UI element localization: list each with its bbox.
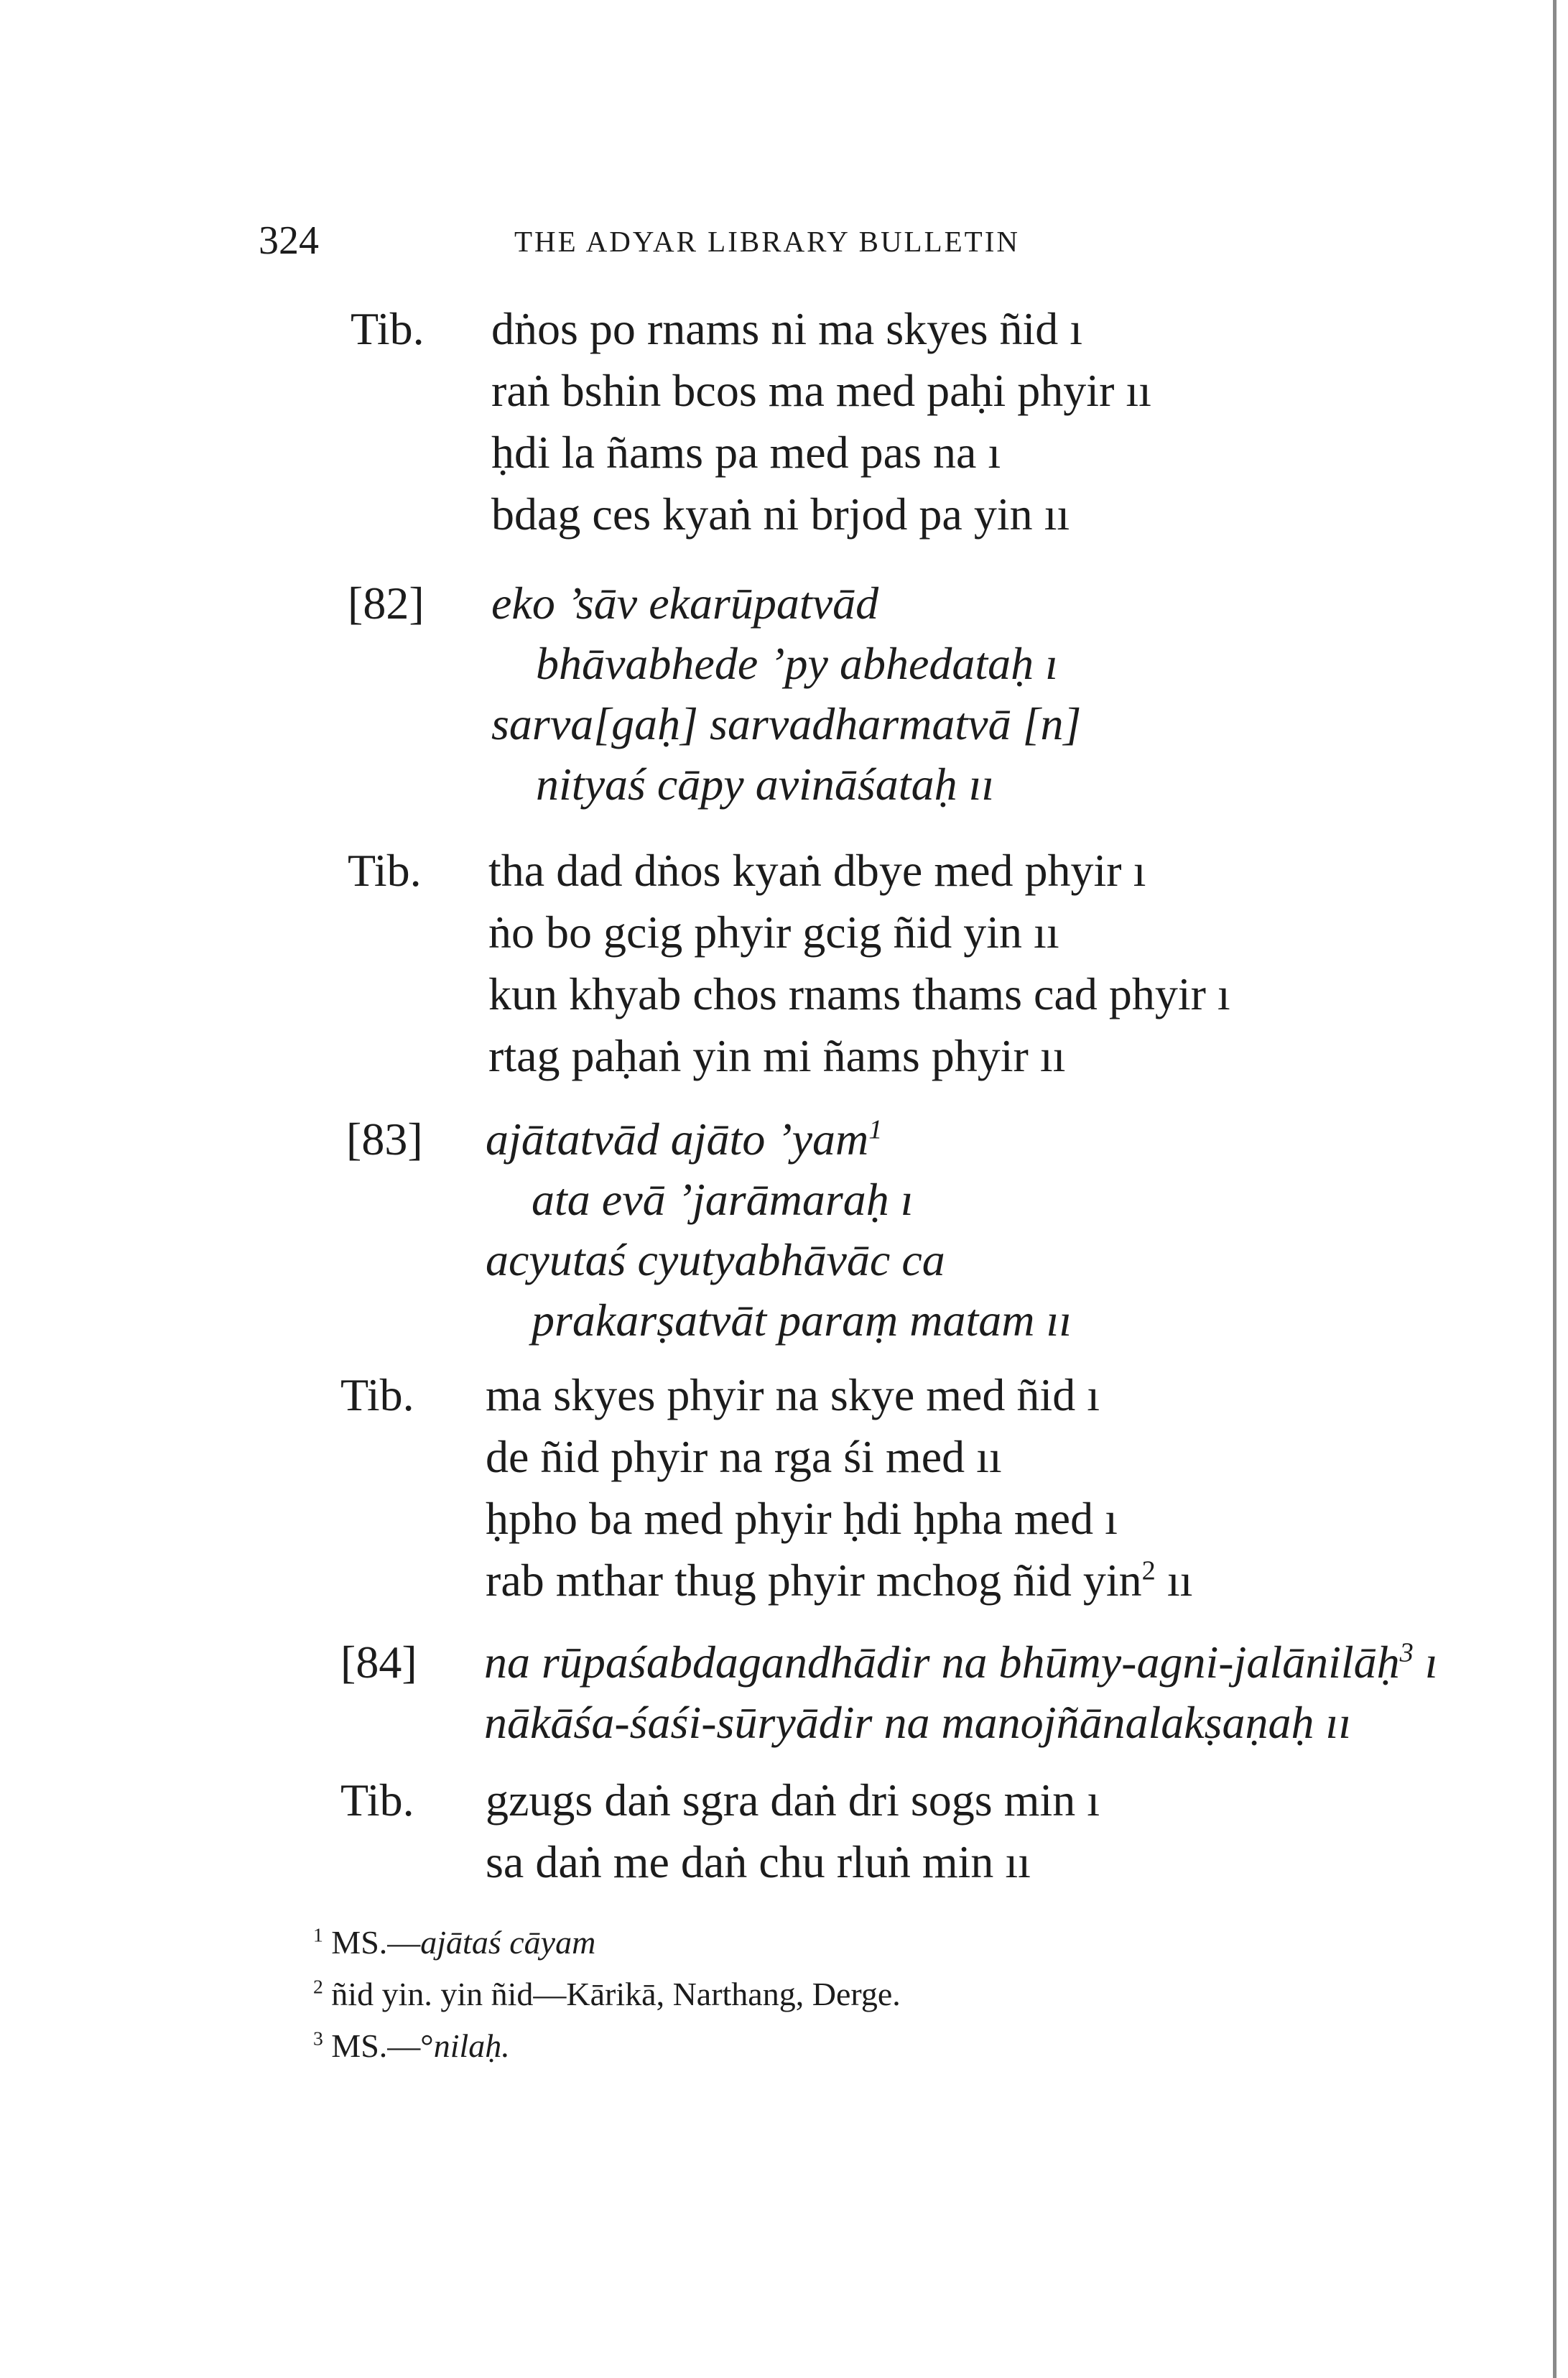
verse-line: tha dad dṅos kyaṅ dbye med phyir ı bbox=[488, 845, 1146, 896]
footnote-marker: 1 bbox=[313, 1923, 323, 1946]
block-label: Tib. bbox=[351, 303, 425, 354]
page-number: 324 bbox=[259, 218, 319, 263]
page-edge bbox=[1553, 0, 1557, 2378]
verse-line: prakarṣatvāt paraṃ matam ıı bbox=[532, 1295, 1072, 1346]
verse-line: nākāśa-śaśi-sūryādir na manojñānalakṣaṇaḥ ıı bbox=[484, 1697, 1352, 1748]
verse-line: de ñid phyir na rga śi med ıı bbox=[486, 1431, 1002, 1482]
verse-line: ajātatvād ajāto ’yam$^1$ bbox=[486, 1114, 883, 1165]
footnote: $^2$ ñid yin. yin ñid—Kārikā, Narthang, Derge. bbox=[313, 1975, 901, 2012]
verse-line: kun khyab chos rnams thams cad phyir ı bbox=[488, 968, 1230, 1019]
block-label: Tib. bbox=[340, 1775, 414, 1826]
verse-line: dṅos po rnams ni ma skyes ñid ı bbox=[491, 303, 1083, 354]
verse-line: rab mthar thug phyir mchog ñid yin$^2$ ıı bbox=[486, 1555, 1193, 1606]
footnote-marker: 2 bbox=[313, 1975, 323, 1998]
block-label: Tib. bbox=[348, 845, 422, 896]
block-label: Tib. bbox=[340, 1369, 414, 1420]
verse-line: nityaś cāpy avināśataḥ ıı bbox=[536, 759, 995, 810]
running-head bbox=[259, 216, 1171, 266]
footnote: $^3$ MS.—°nilaḥ. bbox=[313, 2027, 510, 2064]
verse-line: ṅo bo gcig phyir gcig ñid yin ıı bbox=[488, 907, 1059, 958]
verse-line: bdag ces kyaṅ ni brjod pa yin ıı bbox=[491, 489, 1070, 540]
verse-line: na rūpaśabdagandhādir na bhūmy-agni-jalānilāḥ$^3$ ı bbox=[484, 1637, 1438, 1688]
footnote: $^1$ MS.—ajātaś cāyam bbox=[313, 1923, 596, 1961]
verse-line: ma skyes phyir na skye med ñid ı bbox=[486, 1369, 1100, 1420]
verse-line: sa daṅ me daṅ chu rluṅ min ıı bbox=[486, 1836, 1031, 1887]
verse-line: raṅ bshin bcos ma med paḥi phyir ıı bbox=[491, 365, 1151, 416]
verse-line: acyutaś cyutyabhāvāc ca bbox=[486, 1234, 945, 1285]
verse-line: bhāvabhede ’py abhedataḥ ı bbox=[536, 638, 1058, 689]
verse-number: [82] bbox=[348, 578, 425, 629]
journal-title: THE ADYAR LIBRARY BULLETIN bbox=[514, 225, 1020, 258]
footnote-ref: 3 bbox=[1399, 1637, 1414, 1668]
verse-number: [83] bbox=[346, 1114, 423, 1165]
verse-line: gzugs daṅ sgra daṅ dri sogs min ı bbox=[486, 1775, 1100, 1826]
verse-line: rtag paḥaṅ yin mi ñams phyir ıı bbox=[488, 1030, 1066, 1081]
verse-line: eko ’sāv ekarūpatvād bbox=[491, 578, 879, 629]
verse-line: ḥdi la ñams pa med pas na ı bbox=[491, 427, 1001, 478]
verse-line: ḥpho ba med phyir ḥdi ḥpha med ı bbox=[486, 1493, 1118, 1544]
verse-line: ata evā ’jarāmaraḥ ı bbox=[532, 1174, 914, 1225]
verse-number: [84] bbox=[340, 1637, 417, 1688]
verse-line: sarva[gaḥ] sarvadharmatvā [n] bbox=[491, 698, 1082, 749]
footnote-ref: 2 bbox=[1141, 1555, 1156, 1586]
footnote-marker: 3 bbox=[313, 2027, 323, 2050]
footnote-ref: 1 bbox=[868, 1114, 883, 1145]
